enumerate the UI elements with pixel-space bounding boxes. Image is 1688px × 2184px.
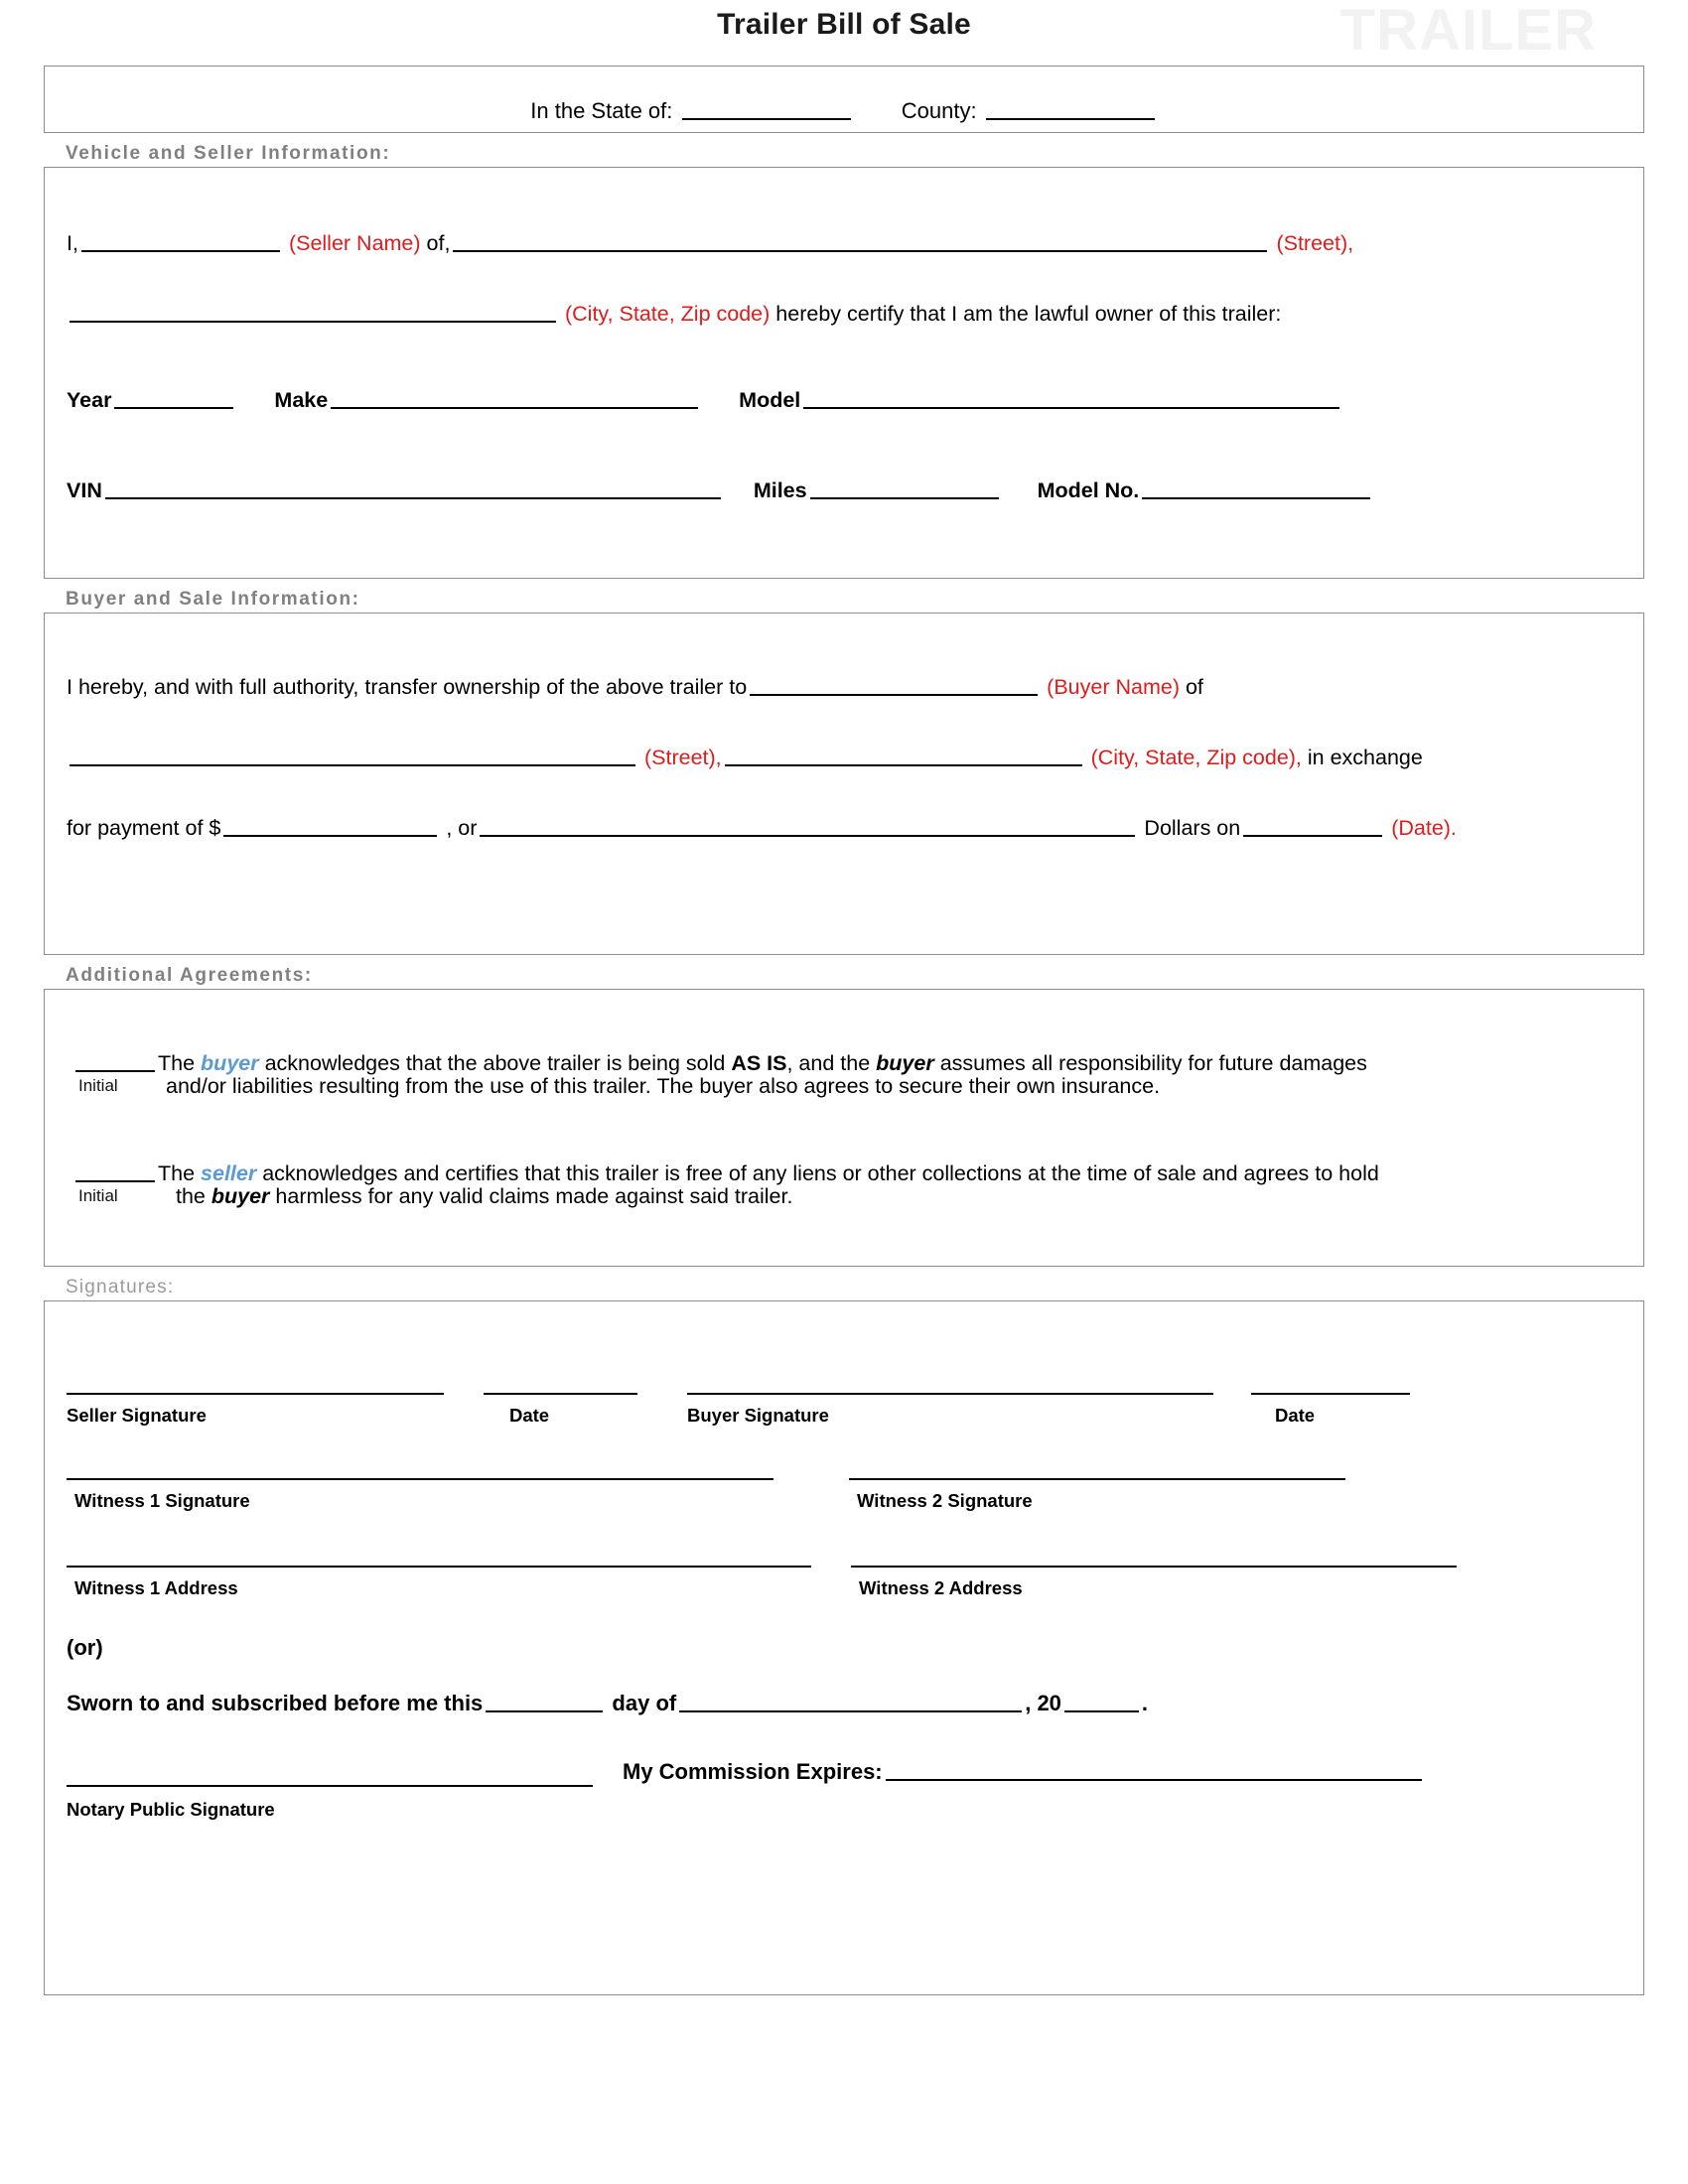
signature-row-2	[67, 1478, 1619, 1512]
seller-name-placeholder: (Seller Name)	[288, 231, 421, 255]
sworn-text: Sworn to and subscribed before me this	[67, 1690, 484, 1715]
additional-agreements-box	[44, 989, 1644, 1267]
buyer-city-placeholder: (City, State, Zip code),	[1090, 746, 1302, 770]
buyer-exchange-text: in exchange	[1307, 746, 1423, 770]
clause1-text-c: assumes all responsibility for future damages	[939, 1051, 1367, 1075]
or-label: (or)	[67, 1635, 103, 1660]
witness1-address-field[interactable]	[67, 1566, 811, 1599]
vin-input-line[interactable]	[105, 477, 721, 499]
clause2-seller-emphasis: seller	[201, 1161, 257, 1186]
signature-row-1	[67, 1393, 1619, 1427]
payment-words-input-line[interactable]	[480, 814, 1135, 837]
buyer-name-placeholder: (Buyer Name)	[1047, 675, 1180, 699]
buyer-street-input-line[interactable]	[70, 744, 635, 766]
state-label: In the State of:	[530, 98, 673, 123]
buyer-signature-caption: Buyer Signature	[687, 1405, 829, 1426]
seller-date-caption: Date	[509, 1405, 550, 1426]
witness1-address-caption: Witness 1 Address	[74, 1577, 238, 1598]
model-label: Model	[739, 388, 801, 413]
notary-signature-field[interactable]	[67, 1785, 593, 1787]
witness2-signature-field[interactable]	[849, 1478, 1345, 1512]
vehicle-vin-miles-modelno-line	[67, 477, 1619, 505]
year-input-line[interactable]	[114, 386, 233, 409]
payment-line	[67, 814, 1619, 843]
seller-date-field[interactable]	[484, 1393, 637, 1427]
initial-label-1: Initial	[78, 1076, 118, 1096]
initial-label-2: Initial	[78, 1186, 118, 1206]
seller-of-label: of,	[426, 231, 451, 255]
buyer-signature-field[interactable]	[687, 1393, 1213, 1427]
sworn-period-label: .	[1141, 1690, 1149, 1715]
seller-name-line	[67, 229, 1619, 258]
seller-signature-field[interactable]	[67, 1393, 444, 1427]
miles-input-line[interactable]	[810, 477, 999, 499]
commission-expires-field	[623, 1757, 1619, 1787]
vehicle-seller-box	[44, 167, 1644, 579]
payment-date-input-line[interactable]	[1243, 814, 1382, 837]
buyer-of-label: of	[1185, 675, 1203, 699]
buyer-transfer-text: I hereby, and with full authority, transfer ownership of the above trailer to	[67, 675, 748, 699]
trailer-watermark: TRAILER	[1339, 0, 1597, 63]
payment-label: for payment of $	[67, 816, 221, 841]
seller-i-label: I,	[67, 231, 78, 255]
make-label: Make	[274, 388, 329, 413]
signatures-box	[44, 1300, 1644, 1995]
witness1-signature-field[interactable]	[67, 1478, 774, 1512]
witness2-signature-caption: Witness 2 Signature	[857, 1490, 1033, 1511]
year-label: Year	[67, 388, 112, 413]
clause1-the: The	[158, 1051, 196, 1075]
county-input-line[interactable]	[986, 97, 1155, 120]
section-label-signatures: Signatures:	[66, 1277, 175, 1297]
payment-or-label: , or	[446, 816, 478, 841]
witness2-address-field[interactable]	[851, 1566, 1457, 1599]
buyer-date-field[interactable]	[1251, 1393, 1410, 1427]
state-county-line	[45, 97, 1643, 124]
page-title: Trailer Bill of Sale	[717, 8, 971, 41]
clause2-line2	[176, 1182, 792, 1211]
buyer-address-line	[67, 744, 1619, 772]
buyer-sale-box	[44, 613, 1644, 955]
commission-expires-input-line[interactable]	[886, 1758, 1422, 1781]
clause1-buyer-emphasis: buyer	[201, 1051, 259, 1075]
clause2-the: The	[158, 1161, 196, 1186]
sworn-day-input-line[interactable]	[486, 1690, 603, 1712]
sworn-day-of-label: day of	[612, 1690, 677, 1715]
vehicle-year-make-model-line	[67, 386, 1619, 415]
signature-row-3	[67, 1566, 1619, 1599]
model-input-line[interactable]	[803, 386, 1339, 409]
buyer-transfer-line	[67, 673, 1619, 702]
payment-amount-input-line[interactable]	[223, 814, 437, 837]
notary-signature-line[interactable]	[67, 1785, 593, 1787]
seller-initial-input-line-2[interactable]	[75, 1160, 155, 1182]
seller-city-input-line[interactable]	[70, 300, 556, 323]
section-label-vehicle-seller: Vehicle and Seller Information:	[66, 143, 391, 164]
buyer-date-caption: Date	[1275, 1405, 1316, 1426]
clause1-line2: and/or liabilities resulting from the use of this trailer. The buyer also agrees to secure their own insurance.	[166, 1074, 1161, 1099]
clause1-text-a: acknowledges that the above trailer is being sold	[264, 1051, 726, 1075]
miles-label: Miles	[753, 478, 807, 503]
notary-public-signature-caption: Notary Public Signature	[67, 1799, 275, 1821]
payment-dollars-on-label: Dollars on	[1144, 816, 1241, 841]
witness1-signature-caption: Witness 1 Signature	[74, 1490, 250, 1511]
seller-certify-text: hereby certify that I am the lawful owner of this trailer:	[775, 302, 1282, 327]
model-no-input-line[interactable]	[1142, 477, 1370, 499]
county-label: County:	[901, 98, 977, 123]
clause1-as-is: AS IS	[731, 1051, 787, 1075]
buyer-name-input-line[interactable]	[750, 673, 1038, 696]
seller-street-input-line[interactable]	[453, 229, 1267, 252]
commission-expires-line	[623, 1757, 1619, 1787]
seller-street-placeholder: (Street),	[1276, 231, 1354, 255]
sworn-year-input-line[interactable]	[1064, 1690, 1139, 1712]
seller-signature-caption: Seller Signature	[67, 1405, 207, 1426]
witness2-address-caption: Witness 2 Address	[859, 1577, 1023, 1598]
document-header	[44, 0, 1644, 66]
sworn-month-input-line[interactable]	[679, 1690, 1022, 1712]
commission-expires-label: My Commission Expires:	[623, 1759, 883, 1785]
clause1-buyer-emphasis-2: buyer	[876, 1051, 934, 1075]
model-no-label: Model No.	[1037, 478, 1140, 503]
clause2-the-2: the	[176, 1184, 206, 1209]
buyer-street-placeholder: (Street),	[643, 746, 722, 770]
clause2-text-b: harmless for any valid claims made against said trailer.	[275, 1184, 793, 1209]
sworn-20-label: , 20	[1025, 1690, 1061, 1715]
state-county-box	[44, 66, 1644, 133]
section-label-buyer-sale: Buyer and Sale Information:	[66, 589, 360, 610]
make-input-line[interactable]	[331, 386, 698, 409]
clause2-text-a: acknowledges and certifies that this trailer is free of any liens or other collections at the time of sale and agrees to hold	[262, 1161, 1379, 1186]
vin-label: VIN	[67, 478, 102, 503]
seller-city-placeholder: (City, State, Zip code)	[564, 302, 771, 327]
buyer-city-input-line[interactable]	[725, 744, 1082, 766]
sworn-line	[67, 1689, 1619, 1718]
buyer-initial-input-line-1[interactable]	[75, 1049, 155, 1072]
notary-row	[67, 1757, 1619, 1787]
payment-date-placeholder: (Date).	[1391, 816, 1457, 841]
clause2-buyer-emphasis: buyer	[211, 1184, 270, 1209]
seller-name-input-line[interactable]	[81, 229, 280, 252]
section-label-additional-agreements: Additional Agreements:	[66, 965, 313, 986]
seller-city-line	[67, 300, 1619, 329]
state-input-line[interactable]	[682, 97, 851, 120]
clause1-text-b: , and the	[786, 1051, 871, 1075]
